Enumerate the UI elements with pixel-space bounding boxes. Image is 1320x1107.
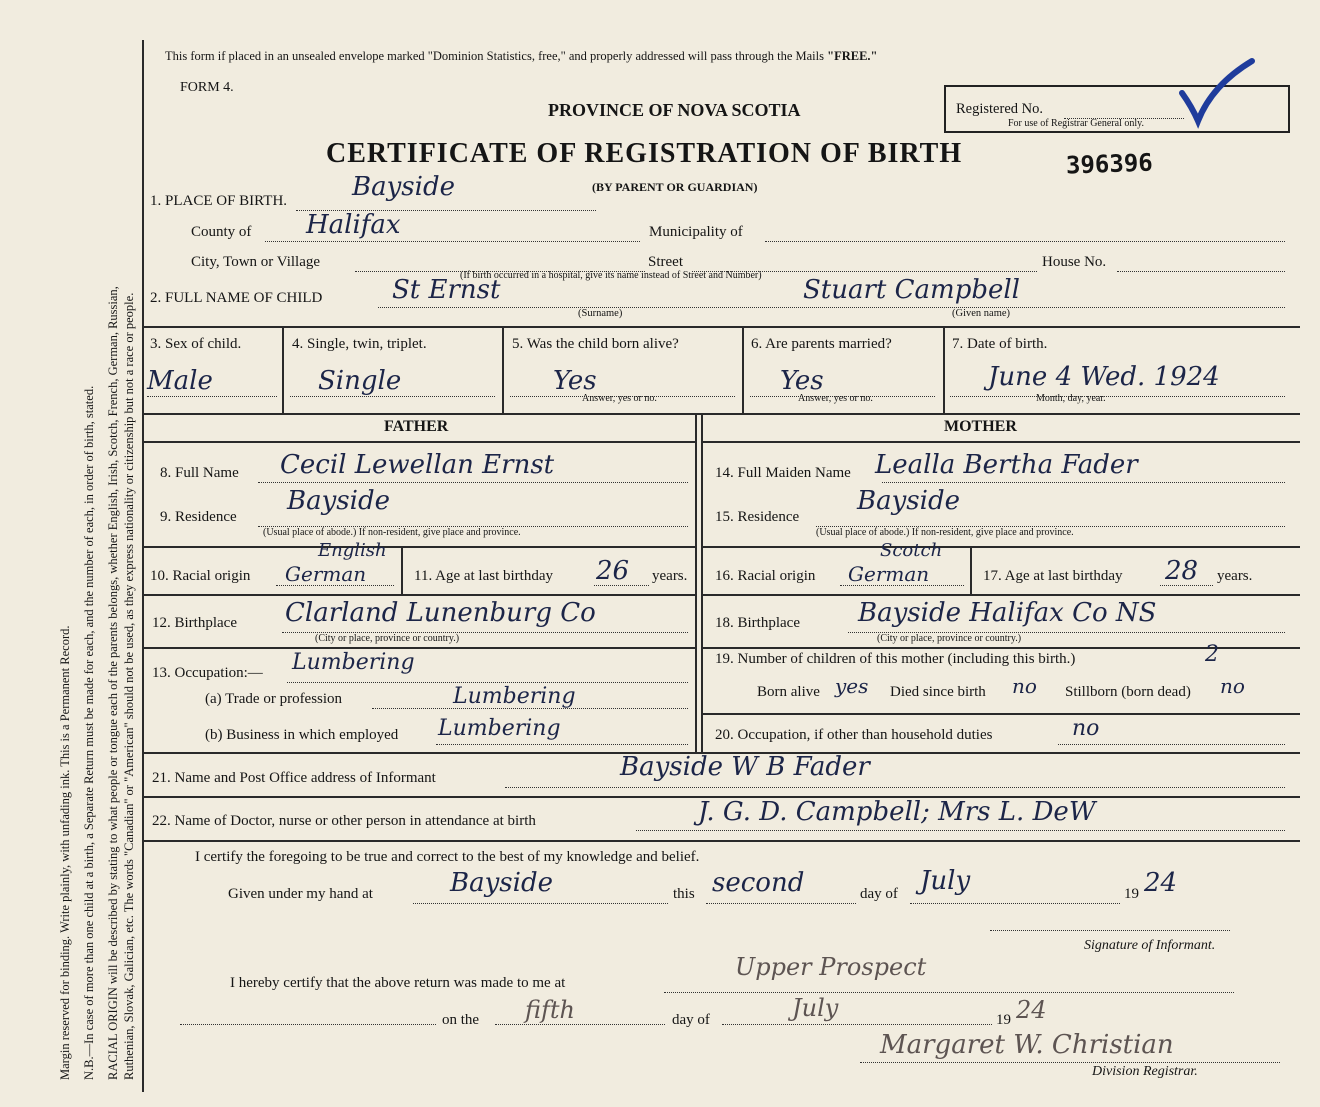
informant-signature-line <box>990 930 1230 931</box>
col-rule-3 <box>742 326 744 414</box>
mother-birthplace-label: 18. Birthplace <box>715 615 800 631</box>
father-business-value: Lumbering <box>438 716 561 741</box>
mail-notice-text: This form if placed in an unsealed envelope marked "Dominion Statistics, free," and properly addressed will pass through the Mails <box>165 49 828 63</box>
place-of-birth-label: 1. PLACE OF BIRTH. <box>150 193 288 209</box>
registrar-lead-line <box>180 1024 436 1025</box>
child-name-label: 2. FULL NAME OF CHILD <box>150 290 323 306</box>
col-rule-1 <box>282 326 284 414</box>
checkmark-icon <box>1178 55 1258 130</box>
certify-statement: I certify the foregoing to be true and correct to the best of my knowledge and belief. <box>195 849 700 865</box>
mother-children-label: 19. Number of children of this mother (including this birth.) <box>715 651 1076 667</box>
mother-racial-note: Scotch <box>880 540 943 561</box>
house-no-line <box>1117 271 1285 272</box>
row-rule-top <box>143 326 1300 328</box>
given-this-label: this <box>673 886 695 902</box>
mother-children-value: 2 <box>1205 642 1219 667</box>
mail-notice <box>165 49 877 64</box>
doctor-value: J. G. D. Campbell; Mrs L. DeW <box>698 797 1096 827</box>
parents-married-label: 6. Are parents married? <box>751 336 892 352</box>
margin-note-2: N.B.—In case of more than one child at a birth, a Separate Return must be made for each, and the number of each, in order of birth, stated. <box>82 385 96 1080</box>
mother-racial-line <box>840 585 964 586</box>
informant-label: 21. Name and Post Office address of Informant <box>152 770 436 786</box>
died-since-value: no <box>1012 674 1037 698</box>
mother-racial-age-divider <box>970 546 972 594</box>
born-alive-count-label: Born alive <box>757 684 820 700</box>
father-age-value: 26 <box>596 556 630 586</box>
given-month-line <box>910 903 1120 904</box>
single-twin-label: 4. Single, twin, triplet. <box>292 336 427 352</box>
mother-row-rule-2 <box>703 546 1300 548</box>
father-racial-value: German <box>285 562 367 586</box>
given-name-caption: (Given name) <box>952 308 1011 319</box>
father-residence-value: Bayside <box>287 486 390 516</box>
father-heading: FATHER <box>384 418 449 435</box>
father-row-rule-2 <box>143 546 695 548</box>
father-racial-line <box>276 585 394 586</box>
hereby-certify-label: I hereby certify that the above return was made to me at <box>230 975 566 991</box>
father-age-label: 11. Age at last birthday <box>414 568 553 584</box>
father-years-label: years. <box>652 568 688 584</box>
given-month-value: July <box>920 866 971 896</box>
dob-value: June 4 Wed. 1924 <box>988 362 1220 392</box>
house-no-label: House No. <box>1042 254 1107 270</box>
father-name-label: 8. Full Name <box>160 465 239 481</box>
given-under-label: Given under my hand at <box>228 886 373 902</box>
given-place-line <box>413 903 668 904</box>
informant-signature-label: Signature of Informant. <box>1084 938 1216 953</box>
hospital-note: (If birth occurred in a hospital, give its name instead of Street and Number) <box>460 270 762 281</box>
mother-age-value: 28 <box>1165 556 1199 586</box>
father-racial-label: 10. Racial origin <box>150 568 251 584</box>
father-racial-age-divider <box>401 546 403 594</box>
father-birthplace-caption: (City or place, province or country.) <box>315 633 460 644</box>
doctor-line <box>636 830 1285 831</box>
mother-residence-value: Bayside <box>857 486 960 516</box>
city-label: City, Town or Village <box>191 254 321 270</box>
mother-name-value: Lealla Bertha Fader <box>875 450 1138 480</box>
mother-birthplace-value: Bayside Halifax Co NS <box>858 598 1157 628</box>
row-rule-parents <box>143 413 1300 415</box>
mail-notice-free: "FREE." <box>827 49 878 63</box>
margin-notes <box>0 0 140 1107</box>
born-alive-count-value: yes <box>835 674 869 698</box>
father-birthplace-value: Clarland Lunenburg Co <box>285 598 596 628</box>
father-racial-note: English <box>318 540 387 561</box>
row-rule-certify <box>143 840 1300 842</box>
father-row-rule-4 <box>143 647 695 649</box>
father-name-line <box>258 482 688 483</box>
registrar-day-value: fifth <box>525 996 575 1024</box>
sex-value: Male <box>147 366 213 396</box>
died-since-label: Died since birth <box>890 684 986 700</box>
father-occupation-value: Lumbering <box>292 650 415 675</box>
given-place-value: Bayside <box>450 868 553 898</box>
mother-birthplace-caption: (City or place, province or country.) <box>877 633 1022 644</box>
sex-label: 3. Sex of child. <box>150 336 242 352</box>
mother-heading: MOTHER <box>944 418 1017 435</box>
given-year-value: 24 <box>1144 868 1178 898</box>
born-alive-value: Yes <box>553 366 597 396</box>
doctor-label: 22. Name of Doctor, nurse or other person in attendance at birth <box>152 813 536 829</box>
father-row-rule-3 <box>143 594 695 596</box>
county-line <box>265 241 640 242</box>
registrar-place-value: Upper Prospect <box>735 953 927 981</box>
informant-line <box>505 787 1285 788</box>
dob-line <box>950 396 1285 397</box>
given-day-value: second <box>712 868 805 898</box>
mother-row-rule-5 <box>703 713 1300 715</box>
county-value: Halifax <box>306 210 401 240</box>
registrar-year-prefix: 19 <box>996 1012 1011 1028</box>
mother-name-line <box>882 482 1285 483</box>
registrar-month-line <box>722 1024 992 1025</box>
child-surname-value: St Ernst <box>392 275 501 305</box>
born-alive-label: 5. Was the child born alive? <box>512 336 679 352</box>
single-twin-line <box>290 396 495 397</box>
registrar-year-value: 24 <box>1016 996 1047 1024</box>
registrar-signature-line <box>860 1062 1280 1063</box>
registrar-day-line <box>495 1024 665 1025</box>
mother-residence-label: 15. Residence <box>715 509 800 525</box>
municipality-line <box>765 241 1285 242</box>
registrar-signature: Margaret W. Christian <box>880 1030 1174 1060</box>
sex-line <box>147 396 277 397</box>
mother-years-label: years. <box>1217 568 1253 584</box>
stamp-number: 396396 <box>1065 148 1154 180</box>
father-occupation-line <box>287 682 688 683</box>
street-label: Street <box>648 254 683 270</box>
parents-divider-a <box>695 413 697 753</box>
mother-row-rule-3 <box>703 594 1300 596</box>
father-business-line <box>436 744 688 745</box>
col-rule-2 <box>502 326 504 414</box>
mother-age-label: 17. Age at last birthday <box>983 568 1123 584</box>
place-of-birth-value: Bayside <box>352 172 455 202</box>
margin-note-3: RACIAL ORIGIN will be described by stating to what people or tongue each of the parents belongs, whether English, Irish, Scotch, French, German, Russian, <box>106 286 120 1080</box>
surname-caption: (Surname) <box>578 308 623 319</box>
parents-married-caption: Answer, yes or no. <box>798 393 873 404</box>
margin-note-1: Margin reserved for binding. Write plainly, with unfading ink. This is a Permanent Record. <box>58 625 72 1080</box>
born-alive-caption: Answer, yes or no. <box>582 393 657 404</box>
registered-label: Registered No. <box>956 101 1043 117</box>
parents-divider-b <box>701 413 703 753</box>
child-given-value: Stuart Campbell <box>803 275 1021 305</box>
registrar-month-value: July <box>792 994 839 1022</box>
dob-label: 7. Date of birth. <box>952 336 1048 352</box>
certificate-subtitle: (BY PARENT OR GUARDIAN) <box>592 180 758 194</box>
child-name-line <box>378 307 1285 308</box>
margin-rule <box>142 40 144 1092</box>
given-day-line <box>706 903 856 904</box>
father-name-value: Cecil Lewellan Ernst <box>280 450 555 480</box>
mother-age-line <box>1160 585 1213 586</box>
mother-residence-caption: (Usual place of abode.) If non-resident, give place and province. <box>816 527 1074 538</box>
father-age-line <box>594 585 649 586</box>
mother-occupation-label: 20. Occupation, if other than household duties <box>715 727 993 743</box>
father-birthplace-label: 12. Birthplace <box>152 615 237 631</box>
registrar-day-of-label: day of <box>672 1012 710 1028</box>
division-registrar-label: Division Registrar. <box>1092 1064 1198 1079</box>
mother-name-label: 14. Full Maiden Name <box>715 465 851 481</box>
single-twin-value: Single <box>318 366 402 396</box>
father-row-rule-1 <box>143 441 695 443</box>
mother-occupation-line <box>1058 744 1285 745</box>
col-rule-4 <box>943 326 945 414</box>
margin-note-4: Ruthenian, Slovak, Galician, etc. The words "Canadian" or "American" should not be used, as they express nationality or citizenship but not a race or people. <box>122 292 136 1080</box>
stillborn-value: no <box>1220 674 1245 698</box>
dob-caption: Month, day, year. <box>1036 393 1106 404</box>
mother-racial-label: 16. Racial origin <box>715 568 816 584</box>
registrar-place-line <box>664 992 1234 993</box>
father-trade-value: Lumbering <box>453 684 576 709</box>
informant-value: Bayside W B Fader <box>620 752 870 782</box>
province-heading: PROVINCE OF NOVA SCOTIA <box>548 100 801 120</box>
given-day-of-label: day of <box>860 886 898 902</box>
stillborn-label: Stillborn (born dead) <box>1065 684 1191 700</box>
form-number: FORM 4. <box>180 80 234 95</box>
certificate-title: CERTIFICATE OF REGISTRATION OF BIRTH <box>326 138 963 169</box>
father-business-label: (b) Business in which employed <box>205 727 399 743</box>
mother-occupation-value: no <box>1072 716 1100 741</box>
mother-racial-value: German <box>848 562 930 586</box>
county-label: County of <box>191 224 252 240</box>
mother-row-rule-1 <box>703 441 1300 443</box>
father-trade-label: (a) Trade or profession <box>205 691 343 707</box>
given-year-prefix: 19 <box>1124 886 1139 902</box>
father-occupation-label: 13. Occupation:— <box>152 665 263 681</box>
parents-married-value: Yes <box>780 366 824 396</box>
father-residence-caption: (Usual place of abode.) If non-resident, give place and province. <box>263 527 521 538</box>
on-the-label: on the <box>442 1012 480 1028</box>
municipality-label: Municipality of <box>649 224 743 240</box>
father-residence-label: 9. Residence <box>160 509 237 525</box>
registrar-use-note: For use of Registrar General only. <box>1008 118 1144 129</box>
